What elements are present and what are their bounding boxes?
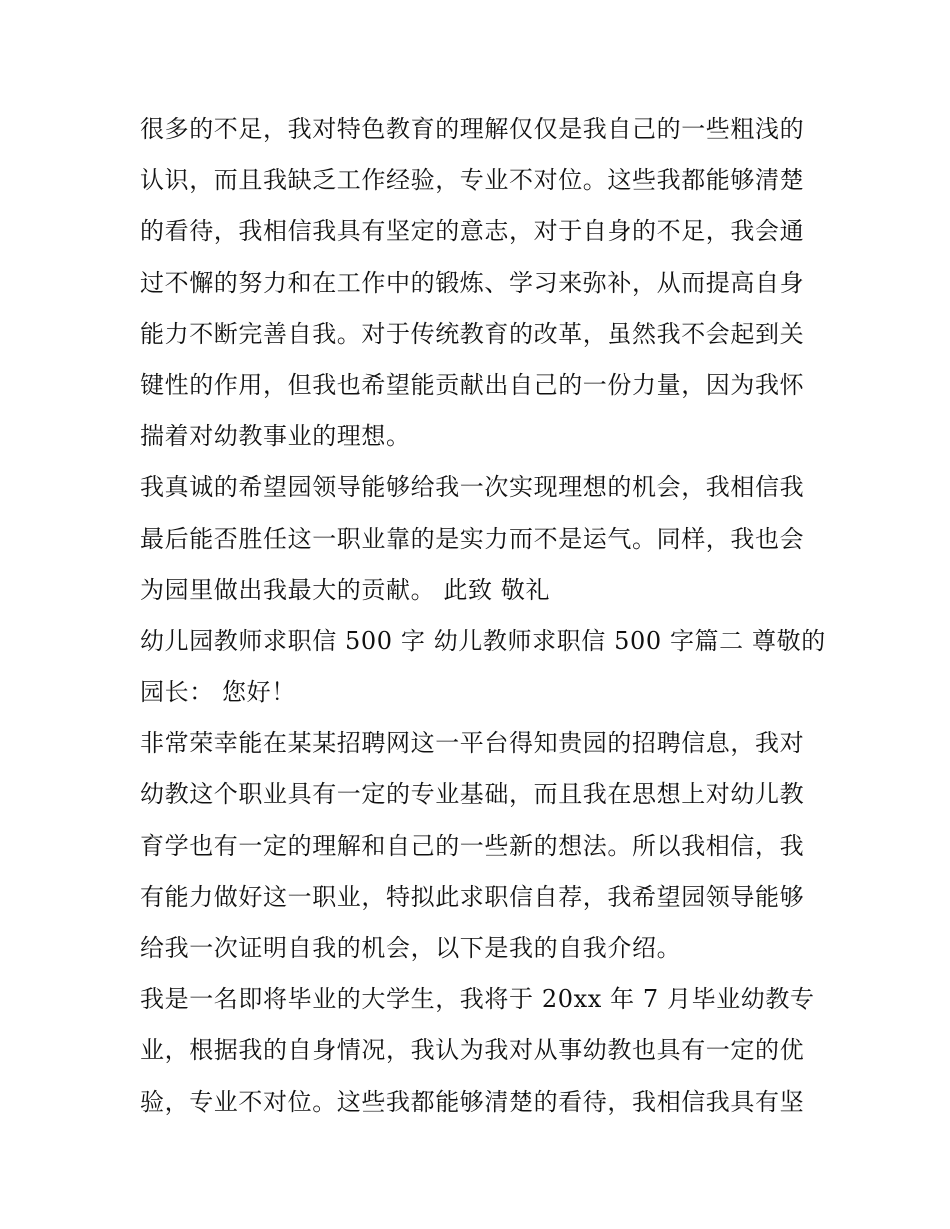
body-text	[140, 104, 826, 1128]
text-line: 我是一名即将毕业的大学生，我将于 20xx 年 7 月毕业幼教专	[140, 985, 815, 1014]
text-line: 很多的不足，我对特色教育的理解仅仅是我自己的一些粗浅的	[140, 115, 805, 143]
text-line: 为园里做出我最大的贡献。 此致 敬礼	[140, 575, 551, 604]
text-line: 认识，而且我缺乏工作经验，专业不对位。这些我都能够清楚	[140, 166, 805, 195]
text-line: 幼教这个职业具有一定的专业基础，而且我在思想上对幼儿教	[140, 780, 805, 809]
text-line: 园长： 您好！	[140, 678, 296, 707]
text-line: 键性的作用，但我也希望能贡献出自己的一份力量，因为我怀	[140, 370, 805, 399]
text-line: 有能力做好这一职业，特拟此求职信自荐，我希望园领导能够	[140, 882, 805, 911]
text-line: 验，专业不对位。这些我都能够清楚的看待，我相信我具有坚	[140, 1087, 805, 1116]
text-line: 幼儿园教师求职信 500 字 幼儿教师求职信 500 字篇二 尊敬的	[140, 626, 826, 655]
text-line: 育学也有一定的理解和自己的一些新的想法。所以我相信，我	[140, 831, 805, 860]
text-line: 能力不断完善自我。对于传统教育的改革，虽然我不会起到关	[140, 319, 805, 348]
text-line: 最后能否胜任这一职业靠的是实力而不是运气。同样，我也会	[140, 524, 805, 553]
text-line: 非常荣幸能在某某招聘网这一平台得知贵园的招聘信息，我对	[140, 729, 805, 758]
text-line: 给我一次证明自我的机会，以下是我的自我介绍。	[140, 934, 682, 962]
text-line: 过不懈的努力和在工作中的锻炼、学习来弥补，从而提高自身	[140, 268, 805, 297]
text-line: 的看待，我相信我具有坚定的意志，对于自身的不足，我会通	[140, 217, 805, 246]
text-line: 我真诚的希望园领导能够给我一次实现理想的机会，我相信我	[140, 473, 805, 502]
text-line: 业，根据我的自身情况，我认为我对从事幼教也具有一定的优	[140, 1036, 805, 1065]
text-line: 揣着对幼教事业的理想。	[140, 422, 411, 451]
